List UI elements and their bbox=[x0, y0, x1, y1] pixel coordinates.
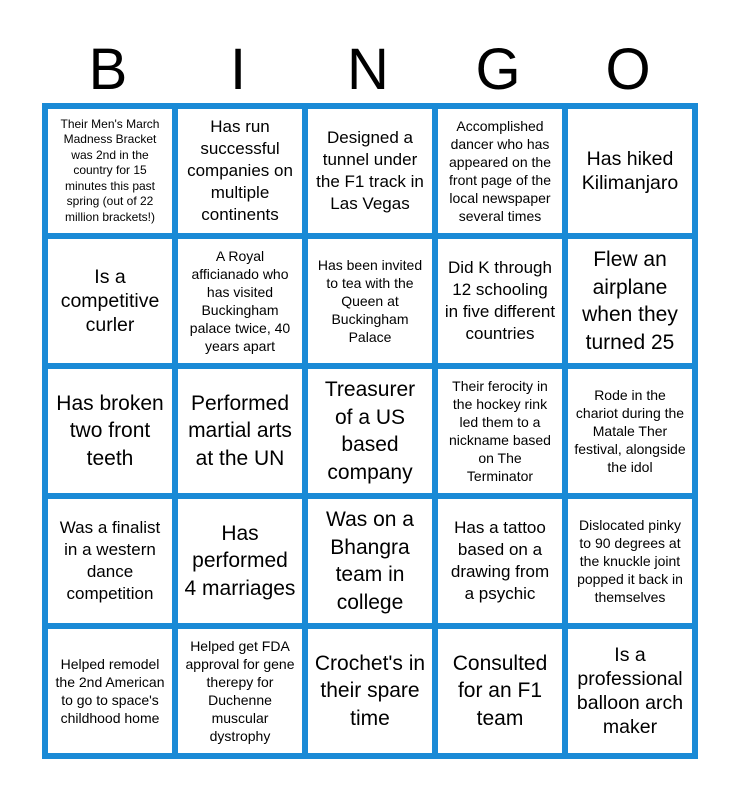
bingo-cell-r5c1[interactable] bbox=[48, 629, 172, 753]
bingo-cell-r5c3[interactable] bbox=[308, 629, 432, 753]
bingo-cell-r3c2[interactable] bbox=[178, 369, 302, 493]
bingo-board bbox=[42, 103, 698, 759]
bingo-cell-r4c3[interactable] bbox=[308, 499, 432, 623]
bingo-cell-r3c4[interactable] bbox=[438, 369, 562, 493]
bingo-cell-r2c5[interactable] bbox=[568, 239, 692, 363]
cell-text: Designed a tunnel under the F1 track in Las Vegas bbox=[316, 128, 424, 213]
bingo-cell-r1c5[interactable] bbox=[568, 109, 692, 233]
cell-text: A Royal afficianado who has visited Buckingham palace twice, 40 years apart bbox=[189, 248, 291, 354]
bingo-header bbox=[43, 38, 693, 102]
cell-text: Crochet's in their spare time bbox=[314, 651, 426, 730]
bingo-cell-r4c1[interactable] bbox=[48, 499, 172, 623]
cell-text: Dislocated pinky to 90 degrees at the knuckle joint popped it back in themselves bbox=[577, 517, 683, 605]
bingo-cell-r4c4[interactable] bbox=[438, 499, 562, 623]
header-letter-i: I bbox=[229, 37, 247, 102]
cell-text: Has a tattoo based on a drawing from a psychic bbox=[450, 518, 550, 603]
cell-text: Was on a Bhangra team in college bbox=[326, 508, 414, 614]
cell-text: Flew an airplane when they turned 25 bbox=[582, 248, 678, 354]
bingo-cell-r2c2[interactable] bbox=[178, 239, 302, 363]
cell-text: Rode in the chariot during the Matale Ther festival, alongside the idol bbox=[574, 387, 686, 475]
bingo-cell-r3c1[interactable] bbox=[48, 369, 172, 493]
bingo-cell-r1c3[interactable] bbox=[308, 109, 432, 233]
cell-text: Their ferocity in the hockey rink led them to a nickname based on The Terminator bbox=[449, 378, 551, 484]
bingo-cell-r4c2[interactable] bbox=[178, 499, 302, 623]
cell-text: Has been invited to tea with the Queen at Buckingham Palace bbox=[317, 257, 423, 345]
cell-text: Is a professional balloon arch maker bbox=[576, 644, 684, 738]
cell-text: Accomplished dancer who has appeared on the front page of the local newspaper several times bbox=[449, 118, 551, 224]
bingo-cell-r5c4[interactable] bbox=[438, 629, 562, 753]
cell-text: Has hiked Kilimanjaro bbox=[581, 148, 679, 194]
header-letter-n: N bbox=[347, 37, 389, 102]
bingo-cell-r2c3[interactable] bbox=[308, 239, 432, 363]
cell-text: Is a competitive curler bbox=[60, 266, 160, 336]
header-letter-o: O bbox=[605, 37, 651, 102]
cell-text: Was a finalist in a western dance competition bbox=[59, 518, 161, 603]
cell-text: Did K through 12 schooling in five different countries bbox=[444, 258, 556, 343]
bingo-cell-r5c5[interactable] bbox=[568, 629, 692, 753]
bingo-cell-r1c1[interactable] bbox=[48, 109, 172, 233]
bingo-cell-r1c4[interactable] bbox=[438, 109, 562, 233]
bingo-cell-r3c5[interactable] bbox=[568, 369, 692, 493]
cell-text: Has broken two front teeth bbox=[56, 391, 164, 470]
bingo-cell-r5c2[interactable] bbox=[178, 629, 302, 753]
header-letter-b: B bbox=[88, 37, 128, 102]
bingo-cell-r3c3[interactable] bbox=[308, 369, 432, 493]
cell-text: Helped remodel the 2nd American to go to space's childhood home bbox=[55, 656, 165, 726]
cell-text: Has performed 4 marriages bbox=[184, 521, 296, 600]
bingo-cell-r4c5[interactable] bbox=[568, 499, 692, 623]
bingo-cell-r1c2[interactable] bbox=[178, 109, 302, 233]
bingo-cell-r2c4[interactable] bbox=[438, 239, 562, 363]
cell-text: Helped get FDA approval for gene therepy for Duchenne muscular dystrophy bbox=[185, 638, 295, 744]
cell-text: Their Men's March Madness Bracket was 2nd in the country for 15 minutes this past spring (out of 22 million brackets!) bbox=[60, 116, 160, 224]
cell-text: Has run successful companies on multiple continents bbox=[187, 117, 293, 224]
cell-text: Consulted for an F1 team bbox=[452, 651, 548, 730]
cell-text: Performed martial arts at the UN bbox=[188, 391, 292, 470]
header-letter-g: G bbox=[475, 37, 521, 102]
cell-text: Treasurer of a US based company bbox=[324, 378, 416, 484]
bingo-cell-r2c1[interactable] bbox=[48, 239, 172, 363]
